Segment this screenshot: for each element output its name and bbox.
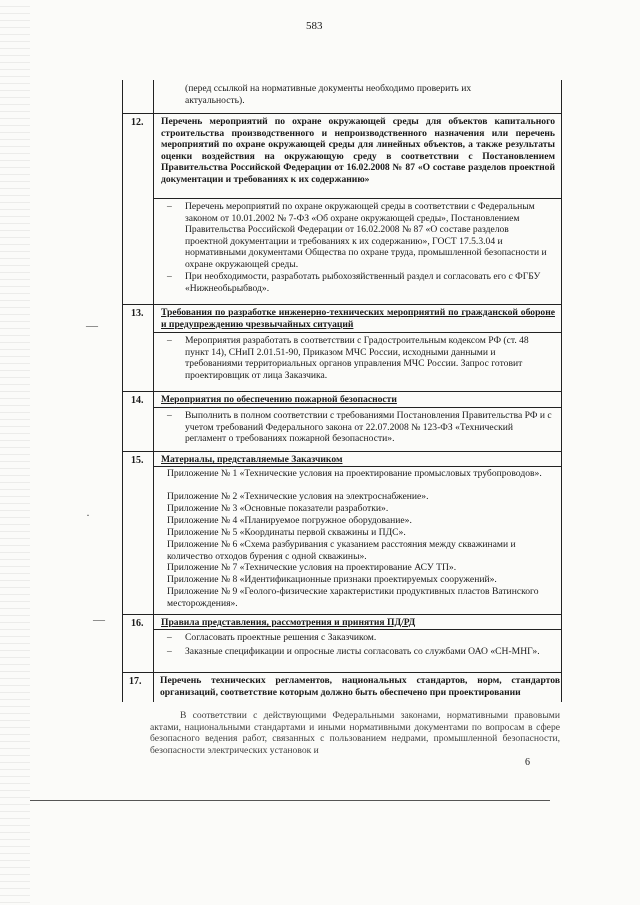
bullet-dash: – [167,646,172,657]
row-13-heading-text: Требования по разработке инженерно-технических мероприятий по гражданской обороне и предупреждению чрезвычайных ситуаций [161,307,555,330]
page-number: 583 [306,20,323,32]
footer-page-number: 6 [525,757,530,768]
row-separator [153,332,561,333]
row-separator [153,629,561,630]
row-13-heading [161,307,555,330]
row-16-item-2: Заказные спецификации и опросные листы согласовать со службами ОАО «СН-МНГ». [185,646,540,657]
row-number-12: 12. [131,117,144,128]
bullet-dash: – [167,335,172,346]
row-14-item-1: Выполнить в полном соответствии с требованиями Постановления Правительства РФ и с учетом требований Федерального закона от 22.07.2008 № 123-ФЗ «Технический регламент о требованиях пожарной безопасности». [185,410,552,445]
row-15-heading-text: Материалы, представляемые Заказчиком [161,454,343,465]
row-separator [153,198,561,199]
row-number-15: 15. [131,455,144,466]
row-12-item-1: Перечень мероприятий по охране окружающей среды в соответствии с Федеральным законом от 10.01.2002 № 7-ФЗ «Об охране окружающей среды», Постановлением Правительства Российской Федерации от 16.02.2008 № 87 «О составе разделов проектной документации и требованиях к их содержанию», ГОСТ 17.5.3.04 и нормативными документами Общества по охране труда, промышленной безопасности и охране окружающей среды. [185,201,547,270]
row-12-heading: Перечень мероприятий по охране окружающей среды для объектов капитального строительства производственного и непроизводственного назначения или перечень мероприятий по охране окружающей среды для линейных объектов, а также результаты оценки воздействия на окружающую среду в соответствии с Постановлением Правительства Российской Федерации от 16.02.2008 № 87 «О составе разделов проектной документации и требованиях к их содержанию» [161,116,555,185]
row-separator [153,407,561,408]
scan-mark: — [93,612,105,626]
row-17-heading: Перечень технических регламентов, национальных стандартов, норм, стандартов организаций, соответствие которым должно быть обеспечено при проектировании [160,675,560,698]
requirements-table [122,80,562,702]
scan-mark: · [86,508,90,522]
row-16-heading [161,617,555,629]
attachment-6: Приложение № 6 «Схема разбуривания с указанием расстояния между скважинами и количество отходов бурения с одной скважины». [167,539,516,562]
row-number-13: 13. [131,308,144,319]
row-separator [123,391,561,392]
scan-margin-noise [0,0,30,905]
row-16-heading-text: Правила представления, рассмотрения и принятия ПД/РД [161,617,416,628]
attachment-9: Приложение № 9 «Геолого-физические характеристики продуктивных пластов Ватинского месторождения». [167,586,539,609]
bullet-dash: – [167,271,172,282]
row-number-17: 17. [129,676,142,687]
attachment-4: Приложение № 4 «Планируемое погружное оборудование». [167,515,412,526]
attachment-1: Приложение № 1 «Технические условия на проектирование промысловых трубопроводов». [167,468,542,479]
row-11-tail: (перед ссылкой на нормативные документы необходимо проверить их актуальность). [185,83,472,106]
attachment-3: Приложение № 3 «Основные показатели разработки». [167,503,389,514]
row-number-14: 14. [131,395,144,406]
bullet-dash: – [167,410,172,421]
bullet-dash: – [167,632,172,643]
row-15-heading [161,454,555,466]
row-14-heading-text: Мероприятия по обеспечению пожарной безопасности [161,394,397,405]
attachment-2: Приложение № 2 «Технические условия на электроснабжение». [167,491,429,502]
row-separator [123,672,561,673]
row-separator [123,113,561,114]
footer-rule [30,800,550,801]
row-14-heading [161,394,555,406]
row-separator [123,304,561,305]
row-separator [153,466,561,467]
row-12-item-2: При необходимости, разработать рыбохозяйственный раздел и согласовать его с ФГБУ «Нижнеобьрыбвод». [185,271,541,294]
row-separator [123,614,561,615]
attachment-5: Приложение № 5 «Координаты первой скважины и ПДС». [167,527,406,538]
row-17-body: В соответствии с действующими Федеральными законами, нормативными правовыми актами, национальными стандартами и иными нормативными документами по вопросам в сфере безопасного ведения работ, связанных с пользованием недрами, промышленной безопасности, безопасности электрических установок и [150,710,560,756]
row-number-16: 16. [131,618,144,629]
row-13-item-1: Мероприятия разработать в соответствии с Градостроительным кодексом РФ (ст. 48 пункт 14), СНиП 2.01.51-90, Приказом МЧС России, исходными данными и требованиями территориальных органов управления МЧС России. Запрос готовит проектировщик от лица Заказчика. [185,335,529,381]
scan-mark: — [86,318,98,332]
row-separator [123,451,561,452]
attachment-8: Приложение № 8 «Идентификационные признаки проектируемых сооружений». [167,574,497,585]
bullet-dash: – [167,201,172,212]
row-16-item-1: Согласовать проектные решения с Заказчиком. [185,632,377,643]
attachment-7: Приложение № 7 «Технические условия на проектирование АСУ ТП». [167,562,457,573]
